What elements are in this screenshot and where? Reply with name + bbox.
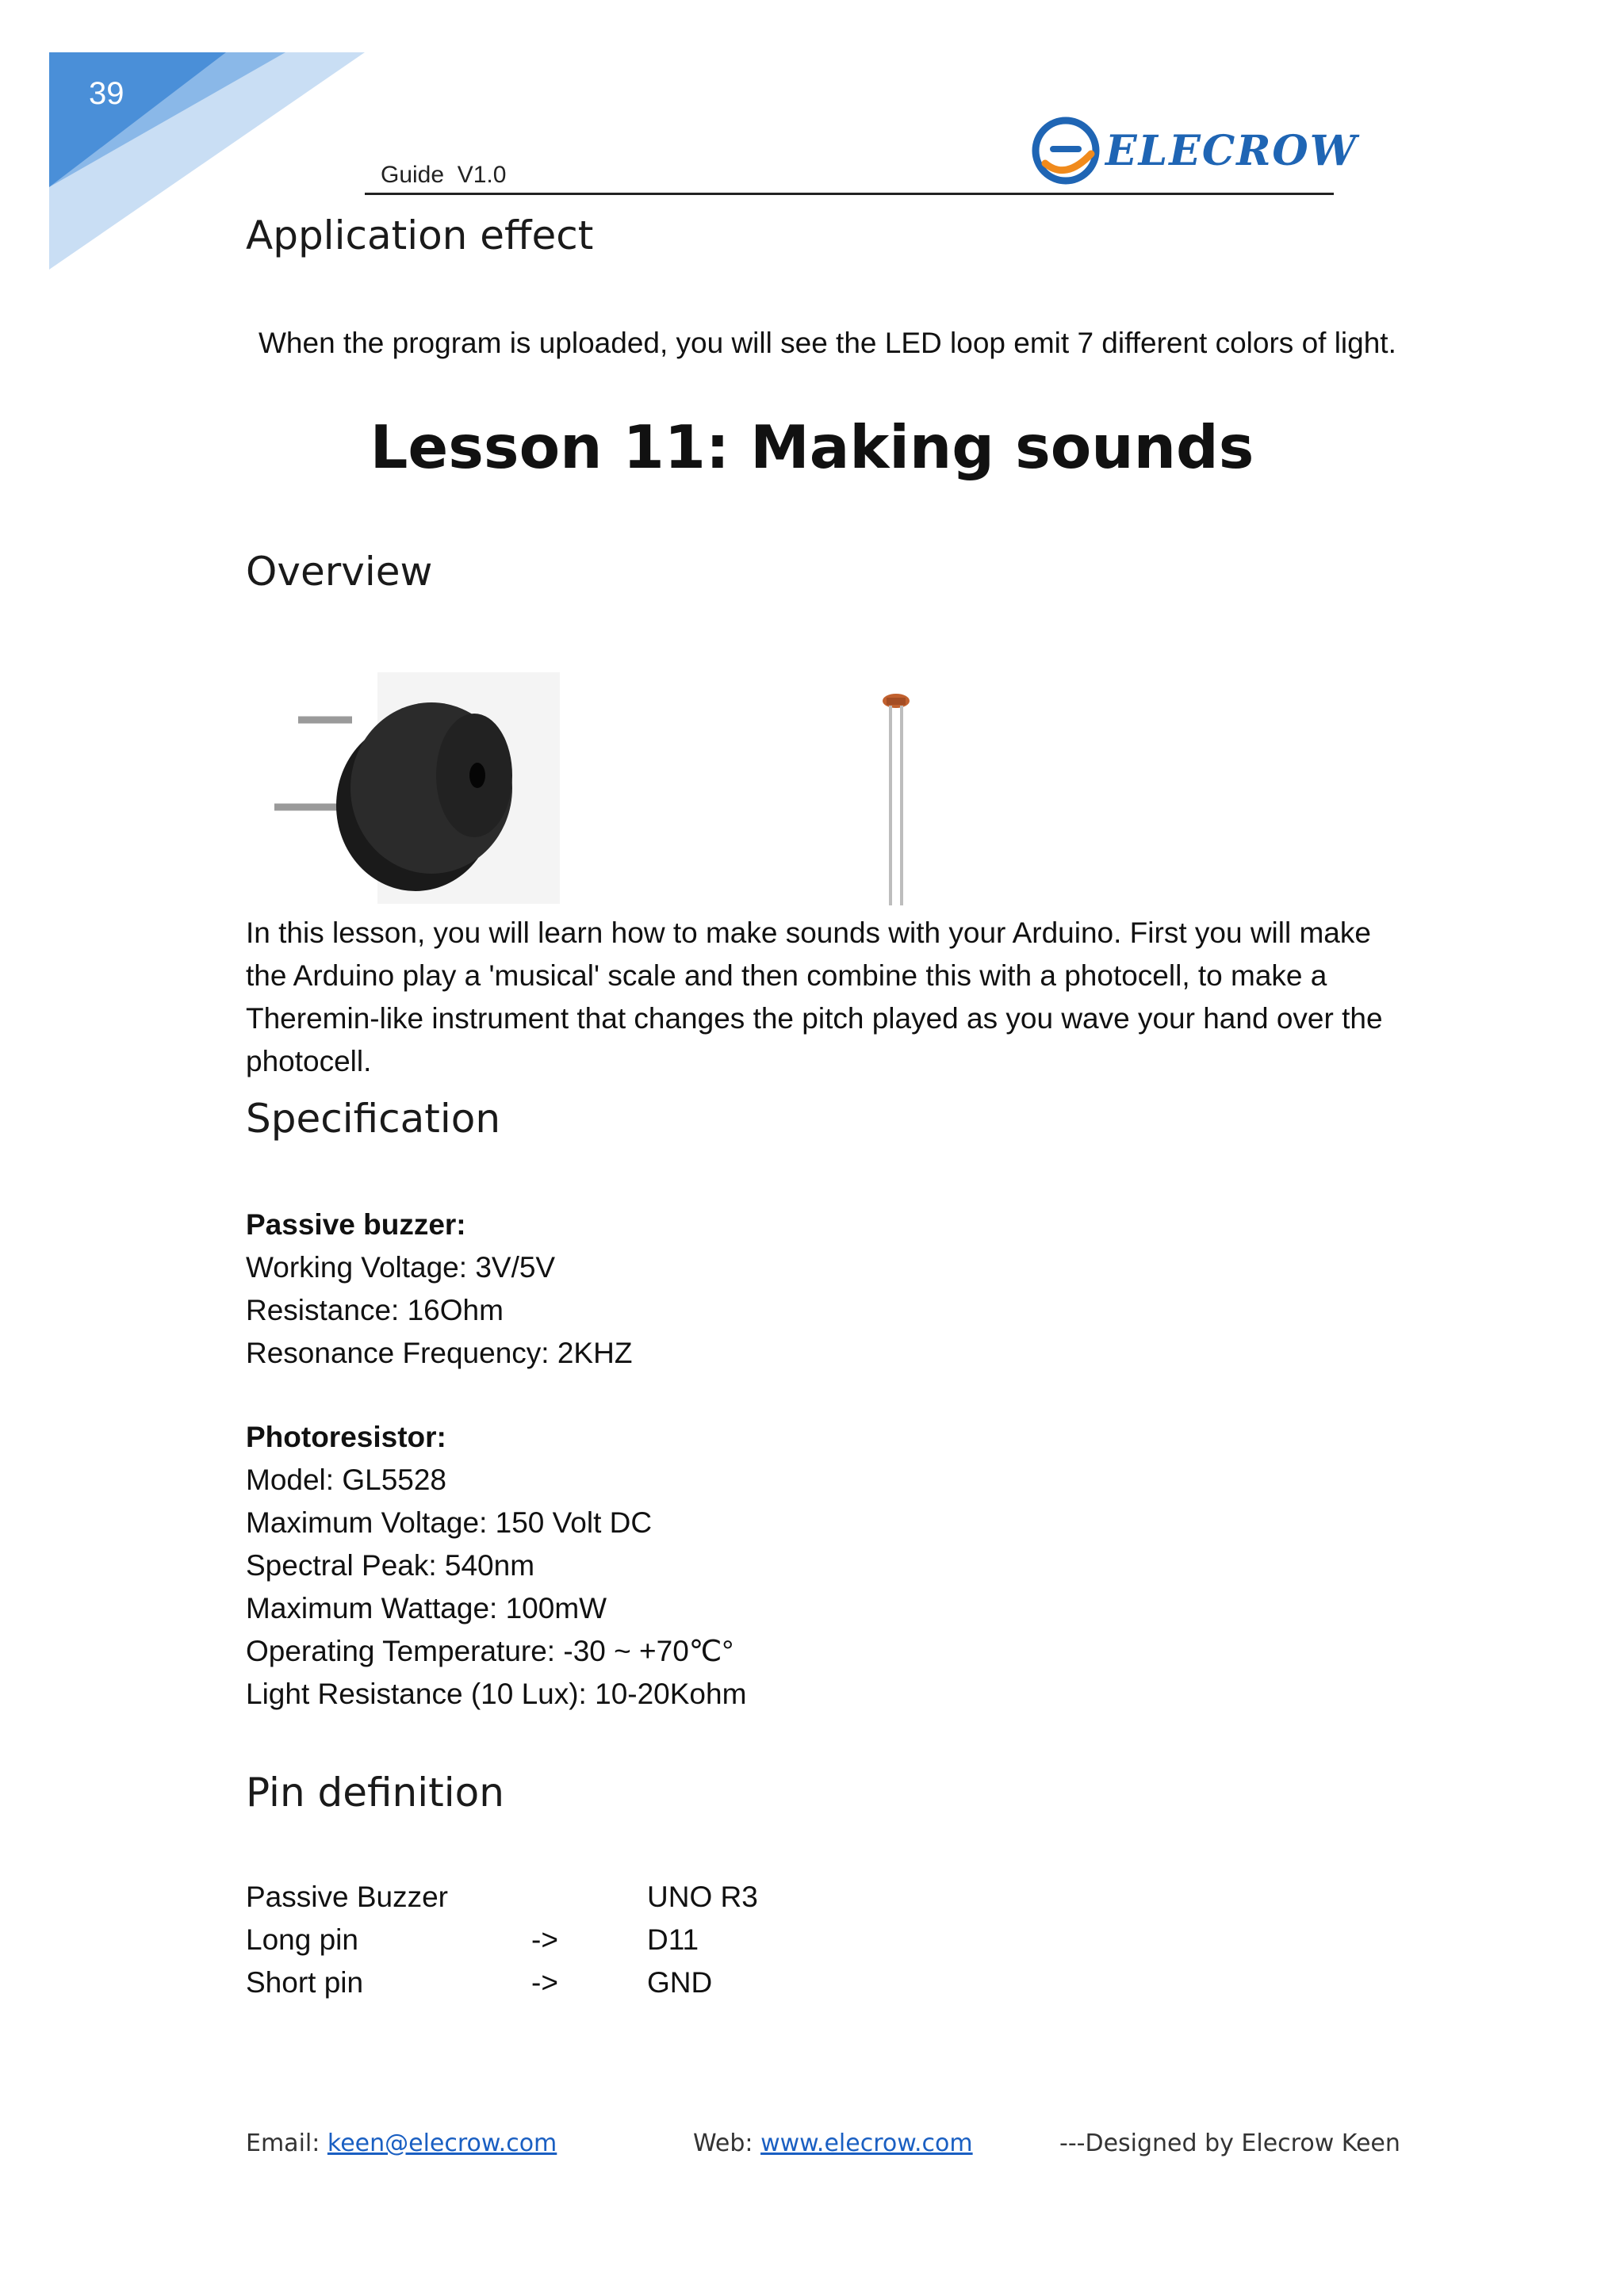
buzzer-spec-title: Passive buzzer: <box>246 1208 466 1241</box>
pin-table-cell: GND <box>647 1966 713 1999</box>
elecrow-logo-text: ELECROW <box>1105 126 1358 175</box>
footer-email <box>246 2130 557 2157</box>
application-effect-heading: Application effect <box>246 212 594 258</box>
pin-table-cell: Passive Buzzer <box>246 1881 448 1913</box>
pin-table-row <box>246 1919 885 1961</box>
pin-table-cell <box>531 1876 647 1919</box>
application-effect-text: When the program is uploaded, you will see the LED loop emit 7 different colors of light. <box>259 327 1396 359</box>
footer-web-label: Web: <box>693 2130 761 2157</box>
elecrow-logo <box>1029 113 1358 189</box>
guide-version-label: Guide V1.0 <box>381 162 507 188</box>
lesson-title: Lesson 11: Making sounds <box>370 412 1254 482</box>
photoresistor-image <box>864 690 928 905</box>
overview-heading: Overview <box>246 549 433 595</box>
pin-table-cell: Short pin <box>246 1966 364 1999</box>
photoresistor-spec-line: Operating Temperature: -30 ~ +70℃° <box>246 1635 734 1667</box>
buzzer-spec-line: Resistance: 16Ohm <box>246 1294 504 1326</box>
photoresistor-spec-title: Photoresistor: <box>246 1421 446 1453</box>
footer-email-link[interactable]: keen@elecrow.com <box>327 2130 557 2157</box>
pin-table-row <box>246 1876 885 1919</box>
buzzer-spec-line: Working Voltage: 3V/5V <box>246 1251 556 1284</box>
footer-web <box>693 2130 973 2157</box>
photoresistor-spec-line: Spectral Peak: 540nm <box>246 1549 535 1582</box>
footer-web-link[interactable]: www.elecrow.com <box>760 2130 973 2157</box>
specification-heading: Specification <box>246 1096 501 1142</box>
buzzer-spec-block <box>246 1203 1356 1375</box>
passive-buzzer-image <box>259 672 560 904</box>
pin-table-cell: Long pin <box>246 1923 358 1956</box>
photoresistor-spec-line: Light Resistance (10 Lux): 10-20Kohm <box>246 1678 747 1710</box>
pin-table-cell: UNO R3 <box>647 1881 758 1913</box>
pin-table-cell: D11 <box>647 1923 699 1956</box>
photoresistor-spec-line: Maximum Voltage: 150 Volt DC <box>246 1506 653 1539</box>
overview-text: In this lesson, you will learn how to make sounds with your Arduino. First you will make the Arduino play a 'musical' scale and then combine this with a photocell, to make a Theremin-like instrument that changes the pitch played as you wave your hand over the photocell. <box>246 916 1383 1077</box>
pin-table-row <box>246 1961 885 2004</box>
pin-table-cell: -> <box>531 1966 558 1999</box>
buzzer-spec-line: Resonance Frequency: 2KHZ <box>246 1337 633 1369</box>
photoresistor-spec-line: Model: GL5528 <box>246 1464 447 1496</box>
photoresistor-spec-block <box>246 1416 1356 1716</box>
header-divider <box>365 193 1334 195</box>
footer-email-label: Email: <box>246 2130 327 2157</box>
elecrow-logo-icon <box>1029 114 1102 187</box>
footer-designed-by: ---Designed by Elecrow Keen <box>1059 2130 1400 2157</box>
pin-definition-table <box>246 1876 885 2004</box>
page-number: 39 <box>89 76 124 111</box>
pin-table-cell: -> <box>531 1923 558 1956</box>
photoresistor-spec-line: Maximum Wattage: 100mW <box>246 1592 607 1624</box>
pin-definition-heading: Pin definition <box>246 1770 504 1816</box>
